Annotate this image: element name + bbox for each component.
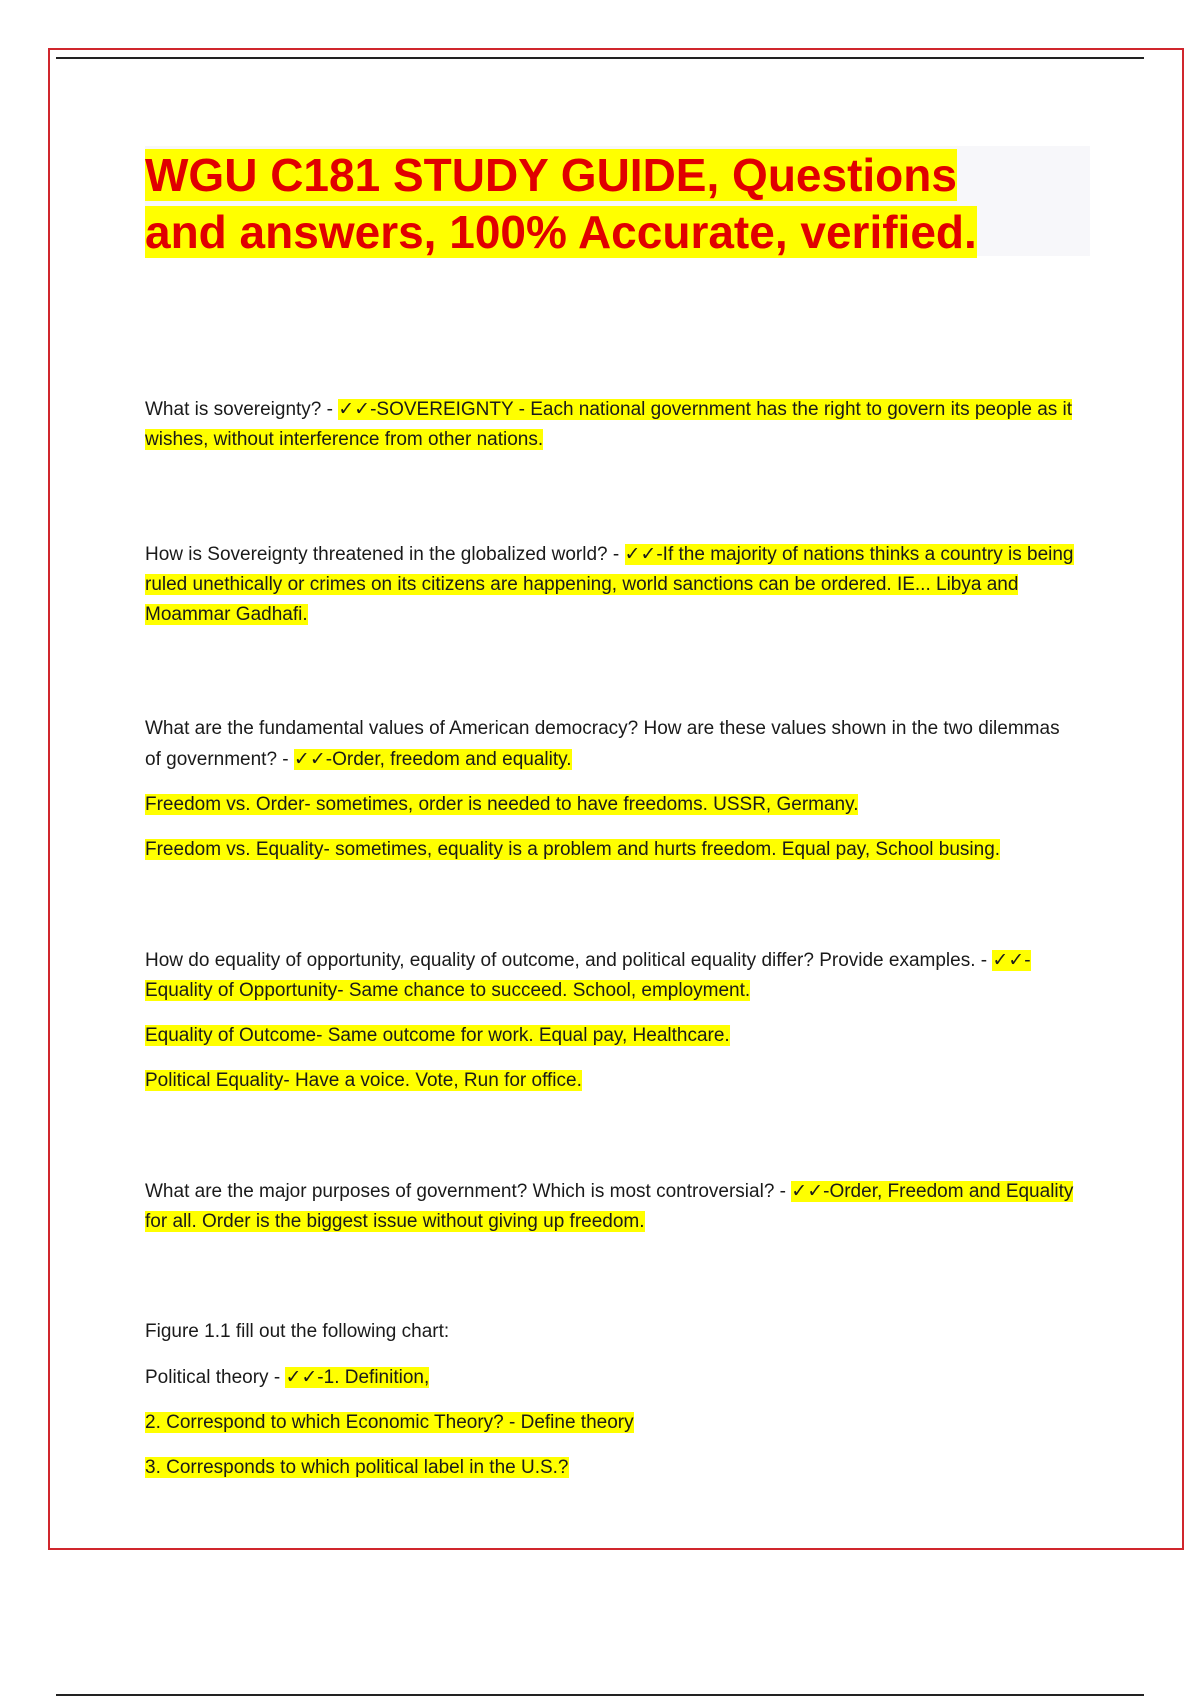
answer-text: -If the majority of nations thinks a country is being ruled unethically or crimes on its citizens are happening, world sanctions can be ordered. IE... Libya and Moammar Gadhafi.: [145, 544, 1074, 625]
double-check-icon: ✓✓: [791, 1180, 824, 1202]
answer-highlight: [294, 749, 572, 770]
double-check-icon: ✓✓: [285, 1366, 318, 1388]
answer-extra-text: Freedom vs. Order- sometimes, order is needed to have freedoms. USSR, Germany.: [145, 794, 859, 815]
qa-item-2: [145, 539, 1075, 630]
answer-extra-text: 3. Corresponds to which political label in the U.S.?: [145, 1457, 569, 1478]
question-text: What are the fundamental values of American democracy? How are these values shown in the two dilemmas of government? -: [145, 718, 1060, 770]
title-line-2: and answers, 100% Accurate, verified.: [145, 206, 977, 258]
double-check-icon: ✓✓: [293, 748, 326, 770]
title-line-1: WGU C181 STUDY GUIDE, Questions: [145, 149, 957, 201]
answer-text: -1. Definition,: [317, 1367, 430, 1388]
figure-question: [145, 1362, 1075, 1393]
answer-extra-line: [145, 1408, 1075, 1438]
document-body: [145, 394, 1075, 1483]
answer-text: -SOVEREIGNTY - Each national government has the right to govern its people as it wishes, without interference from other nations.: [145, 399, 1073, 450]
double-check-icon: ✓✓: [624, 543, 657, 565]
question-text: How do equality of opportunity, equality of outcome, and political equality differ? Provide examples. -: [145, 950, 993, 971]
double-check-icon: ✓✓: [338, 398, 371, 420]
answer-extra-line: [145, 790, 1075, 820]
document-title: [145, 146, 1090, 261]
answer-extra-text: 2. Correspond to which Economic Theory? - Define theory: [145, 1412, 634, 1433]
qa-item-1: [145, 394, 1075, 455]
answer-extra-line: [145, 835, 1075, 865]
question-text: What are the major purposes of government? Which is most controversial? -: [145, 1181, 792, 1202]
answer-extra-text: Equality of Outcome- Same outcome for work. Equal pay, Healthcare.: [145, 1025, 730, 1046]
bottom-rule: [56, 1694, 1144, 1696]
double-check-icon: ✓✓: [992, 949, 1025, 971]
top-rule: [56, 57, 1144, 59]
answer-extra-line: [145, 1453, 1075, 1483]
answer-extra-text: Freedom vs. Equality- sometimes, equality is a problem and hurts freedom. Equal pay, School busing.: [145, 839, 1001, 860]
answer-text: -Order, Freedom and Equality for all. Order is the biggest issue without giving up freedom.: [145, 1181, 1074, 1232]
question-text: How is Sovereignty threatened in the globalized world? -: [145, 544, 625, 565]
qa-item-5: [145, 1176, 1075, 1237]
qa-item-3: [145, 714, 1075, 775]
answer-highlight: [285, 1367, 429, 1388]
question-text: What is sovereignty? -: [145, 399, 339, 420]
figure-intro: Figure 1.1 fill out the following chart:: [145, 1321, 450, 1342]
answer-extra-line: [145, 1021, 1075, 1051]
answer-extra-line: [145, 1066, 1075, 1096]
qa-item-4: [145, 945, 1075, 1006]
answer-text: -Order, freedom and equality.: [325, 749, 572, 770]
answer-extra-text: Political Equality- Have a voice. Vote, Run for office.: [145, 1070, 582, 1091]
question-text: Political theory -: [145, 1367, 286, 1388]
answer-text: -Equality of Opportunity- Same chance to succeed. School, employment.: [145, 950, 1031, 1001]
title-block: [145, 146, 1090, 256]
